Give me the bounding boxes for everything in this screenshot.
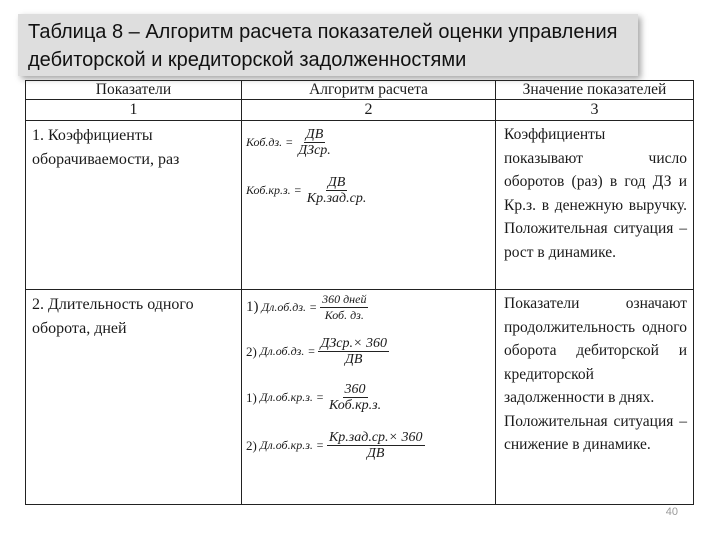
fraction [327,430,425,461]
formula [246,430,425,461]
fraction-numerator: 360 [344,382,366,397]
header-row [26,81,694,100]
value-description: Коэффициенты показывают число оборотов (раз) в год ДЗ и Кр.з. в денежную выручку. Положительная ситуация – рост в динамике. [504,126,687,261]
formula-number: 2) [246,343,257,359]
fraction [296,127,333,158]
formula [246,175,368,206]
fraction-numerator: ДВ [327,175,346,190]
fraction-denominator: Коб. дз. [324,308,364,322]
value-cell [496,121,694,290]
formula-number: 2) [246,437,257,453]
formula-lhs: Дл.об.кр.з. = [259,390,324,404]
formula-lhs: Дл.об.дз. = [259,344,316,358]
indicator-text: 2. Длительность одного оборота, дней [32,296,194,337]
formula [246,127,333,158]
formula-number: 1) [246,389,257,405]
fraction-denominator: ДВ [367,446,385,461]
fraction-denominator: ДЗср. [298,143,331,158]
formula [246,336,389,367]
value-cell [496,290,694,505]
slide-title [18,14,638,76]
column-number-3: 3 [496,100,694,121]
title-line-1: Таблица 8 – Алгоритм расчета показателей оценки управления [28,21,618,43]
formula-number: 1) [246,299,259,315]
fraction-numerator: ДВ [305,127,324,142]
formula-lhs: Коб.кр.з. = [246,183,302,197]
header-value: Значение показателей [496,81,694,100]
formula-lhs: Дл.об.кр.з. = [259,438,324,452]
formula-lhs: Коб.дз. = [246,135,294,149]
page-number: 40 [665,506,678,518]
column-number-row [26,100,694,121]
fraction [305,175,369,206]
table-row [26,121,694,290]
formula-cell [242,121,496,290]
header-indicators: Показатели [26,81,242,100]
indicators-table [25,80,694,505]
header-algorithm: Алгоритм расчета [242,81,496,100]
value-description [496,290,693,457]
formula [246,292,368,323]
formula-cell [242,290,496,505]
value-description-part-1: Показатели означают продолжительность одного оборота дебиторской и кредиторской задолженности в днях. [504,295,687,406]
fraction [327,382,383,413]
fraction [318,336,389,367]
column-number-2: 2 [242,100,496,121]
fraction-denominator: Коб.кр.з. [328,398,382,413]
fraction-denominator: ДВ [344,352,363,367]
fraction-denominator: Кр.зад.ср. [306,191,367,206]
fraction-numerator: Кр.зад.ср.× 360 [328,430,423,445]
formula-lhs: Дл.об.дз. = [261,300,318,314]
formula [246,382,383,413]
indicator-cell [26,121,242,290]
indicator-text: 1. Коэффициенты оборачиваемости, раз [32,127,180,168]
indicator-cell [26,290,242,505]
fraction-numerator: 360 дней [322,292,367,306]
fraction [320,292,368,323]
column-number-1: 1 [26,100,242,121]
value-description-part-2: Положительная ситуация – снижение в динамике. [504,412,687,453]
title-line-2: дебиторской и кредиторской задолженностями [28,49,467,71]
fraction-numerator: ДЗср.× 360 [320,336,387,351]
table-row [26,290,694,505]
